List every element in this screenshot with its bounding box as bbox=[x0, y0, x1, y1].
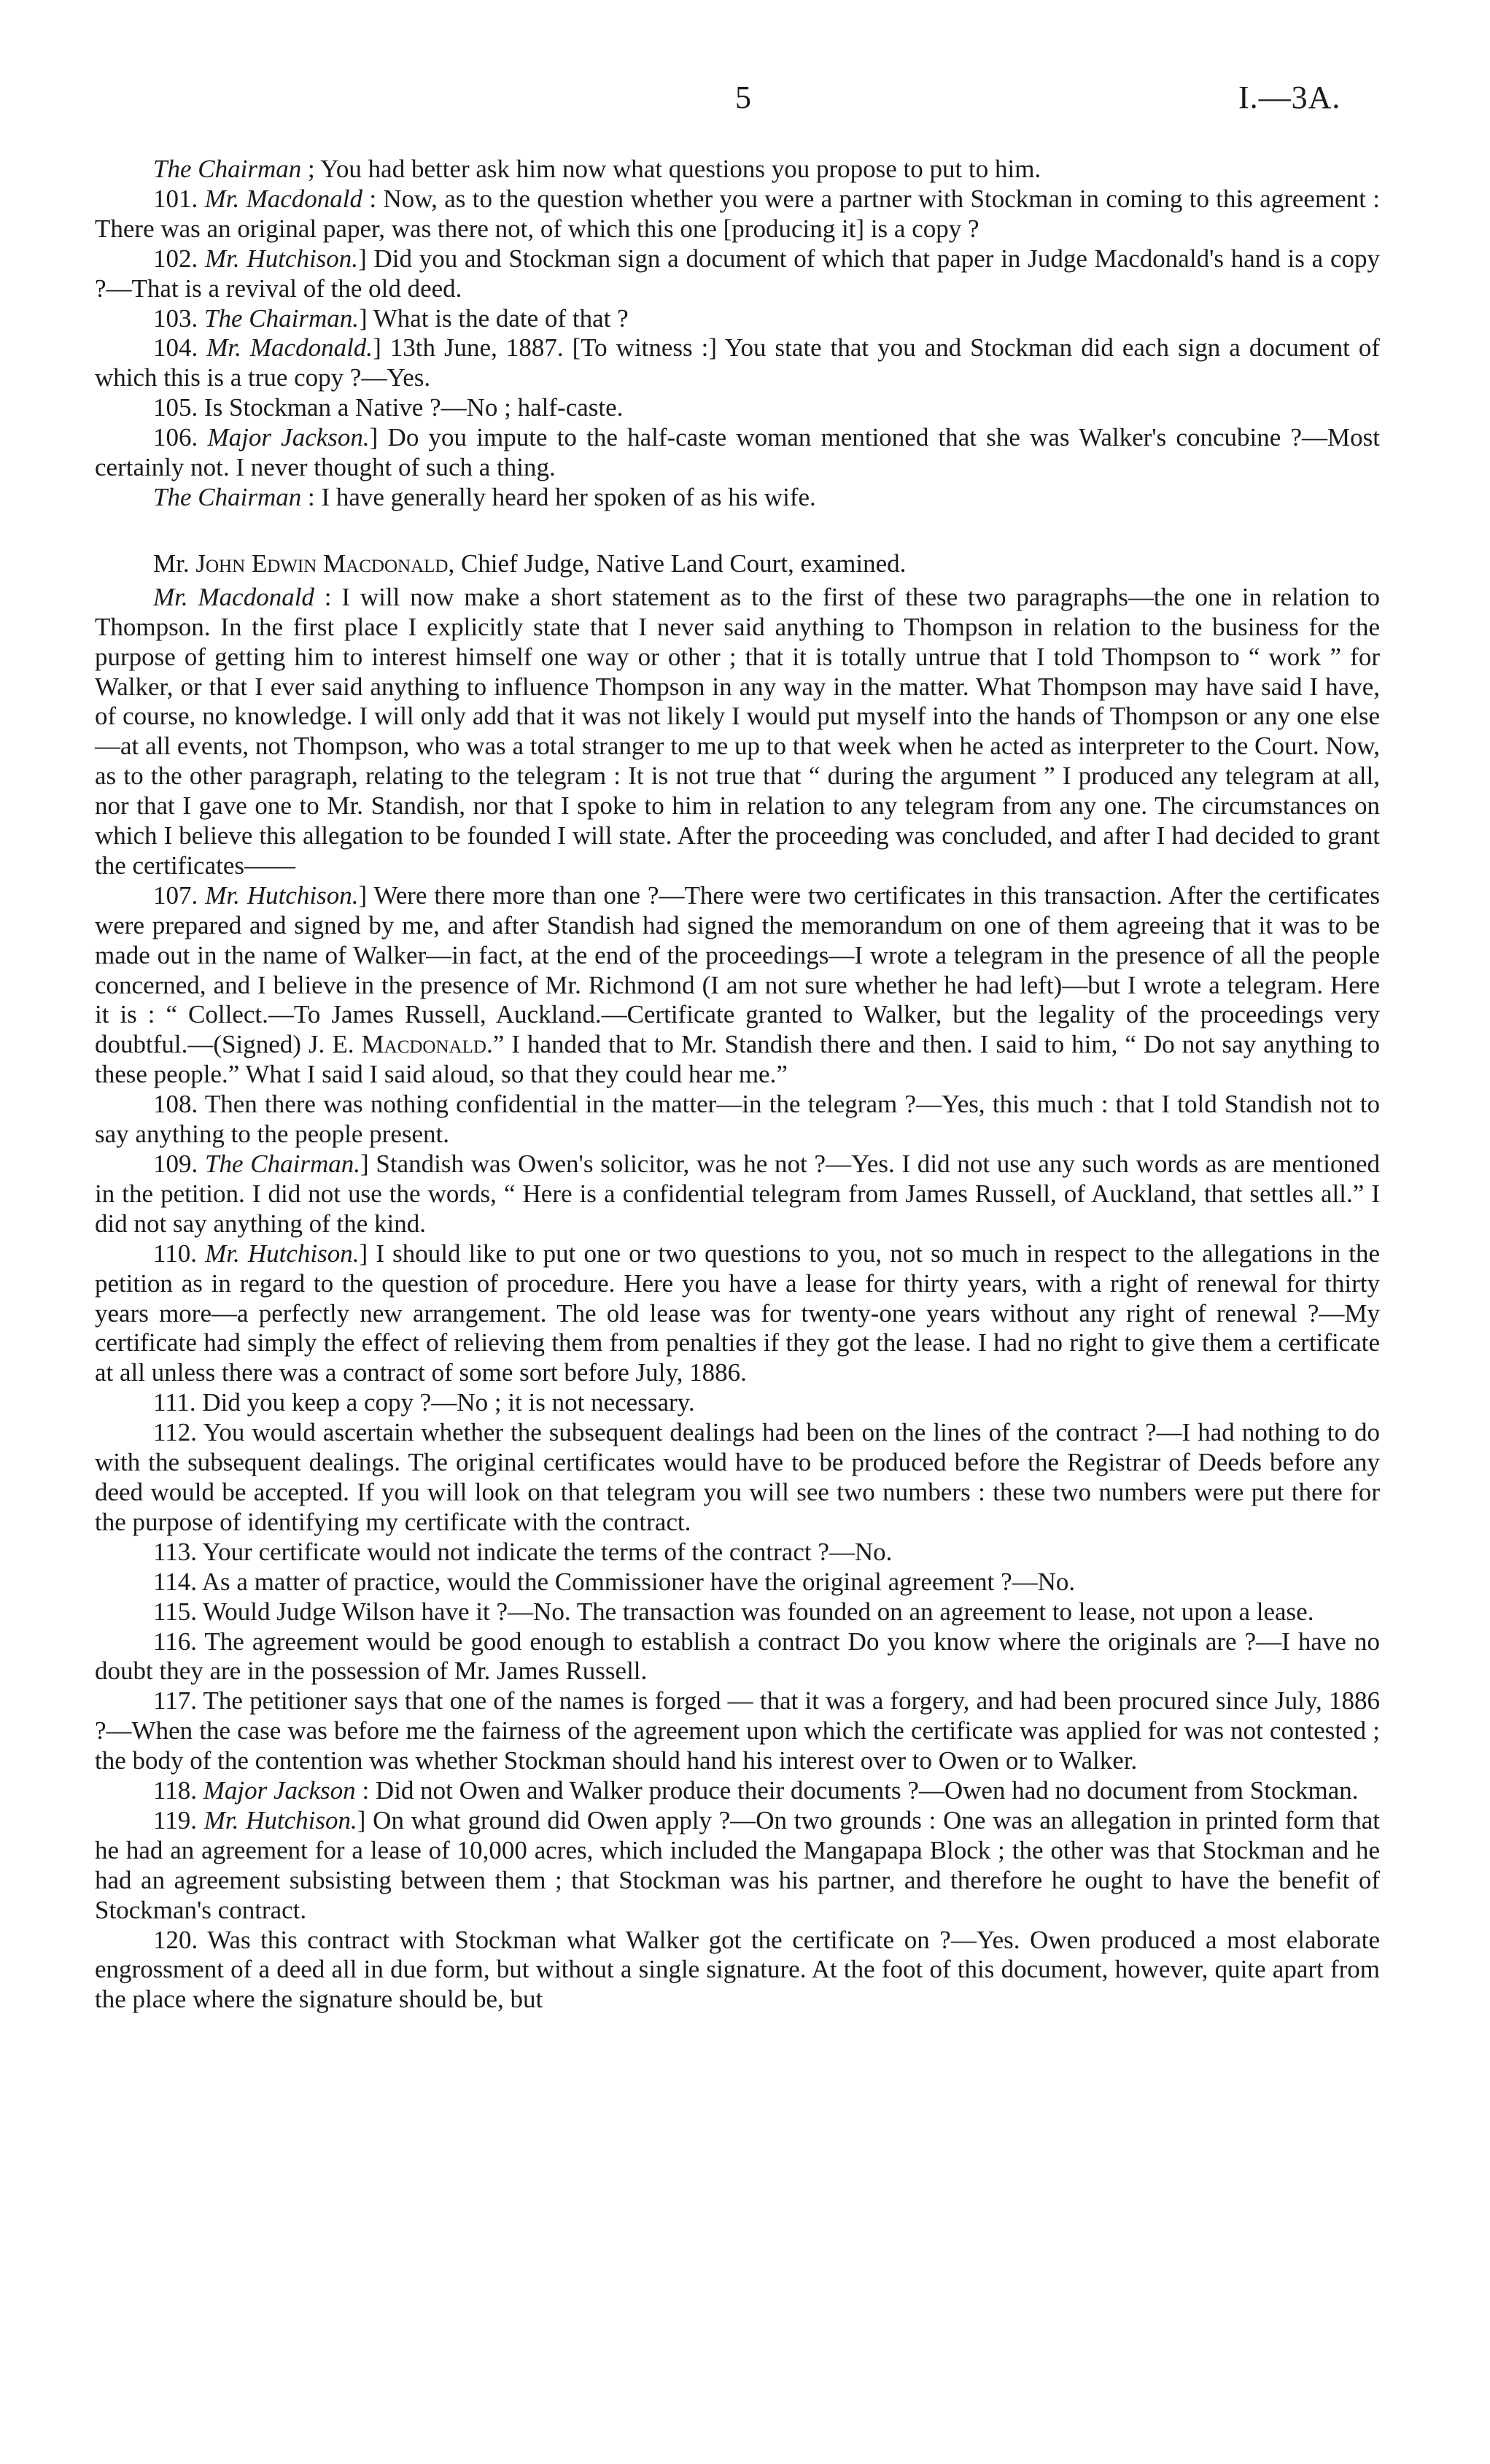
question-number: 116. bbox=[153, 1627, 205, 1656]
speaker-separator: ] bbox=[369, 423, 388, 452]
speaker-name: Mr. Hutchison. bbox=[205, 880, 359, 910]
paragraph-text: Did not Owen and Walker produce their documents ?—Owen had no document from Stockman. bbox=[375, 1776, 1359, 1805]
paragraph-text: Do you impute to the half-caste woman mentioned that she was Walker's concubine ?—Most certainly not. I never thought of such a thing. bbox=[95, 423, 1380, 482]
heading-suffix: , Chief Judge, Native Land Court, examined. bbox=[448, 549, 907, 578]
heading-prefix: Mr. bbox=[153, 549, 196, 578]
question-number: 120. bbox=[153, 1925, 208, 1954]
paragraph-text: Your certificate would not indicate the terms of the contract ?—No. bbox=[202, 1537, 893, 1566]
speaker-separator: ] bbox=[358, 303, 373, 333]
transcript-paragraph bbox=[95, 1239, 1380, 1389]
paragraph-text: Would Judge Wilson have it ?—No. The transaction was founded on an agreement to lease, not upon a lease. bbox=[203, 1597, 1314, 1626]
speaker-separator: : bbox=[301, 482, 322, 511]
paragraph-text: As a matter of practice, would the Commissioner have the original agreement ?—No. bbox=[201, 1567, 1076, 1596]
question-number: 106. bbox=[153, 423, 208, 452]
speaker-name: Mr. Macdonald bbox=[204, 184, 362, 213]
question-number: 111. bbox=[153, 1388, 203, 1417]
transcript-paragraph bbox=[95, 155, 1380, 185]
speaker-separator: ] bbox=[358, 880, 374, 910]
transcript-paragraph bbox=[95, 1538, 1380, 1568]
witness-name: John Edwin Macdonald bbox=[195, 549, 449, 578]
transcript-paragraph bbox=[95, 583, 1380, 881]
speaker-separator: ] bbox=[359, 1239, 376, 1268]
transcript-paragraph bbox=[95, 1926, 1380, 2015]
speaker-separator: ] bbox=[373, 333, 390, 363]
question-number: 112. bbox=[153, 1418, 203, 1447]
question-number: 105. bbox=[153, 393, 204, 422]
signature-name: Macdonald bbox=[361, 1030, 486, 1059]
speaker-name: Major Jackson. bbox=[207, 423, 370, 452]
question-number: 118. bbox=[153, 1776, 203, 1805]
question-number: 119. bbox=[153, 1805, 204, 1835]
transcript-paragraph bbox=[95, 244, 1380, 304]
transcript-paragraph bbox=[95, 393, 1380, 423]
speaker-name: The Chairman. bbox=[204, 303, 359, 333]
paragraph-text: The petitioner says that one of the names is forged — that it was a forgery, and had been procured since July, 1886 ?—When the case was before me the fairness of the agreement upon which the certificate was applied for was not contested ; the body of the contention was whether Stockman should hand his interest over to Owen or to Walker. bbox=[95, 1686, 1380, 1775]
transcript-paragraph bbox=[95, 1806, 1380, 1926]
transcript-paragraph bbox=[95, 881, 1380, 1090]
speaker-name: Mr. Hutchison. bbox=[203, 1805, 357, 1835]
speaker-name: Major Jackson bbox=[203, 1776, 356, 1805]
transcript-paragraph bbox=[95, 1150, 1380, 1239]
paragraph-text: I should like to put one or two questions to you, not so much in respect to the allegations in the petition as in regard to the question of procedure. Here you have a lease for thirty years, with a right of renewal for thirty years more—a perfectly new arrangement. The old lease was for twenty-one years without any right of renewal ?—My certificate had simply the effect of relieving them from penalties if they got the lease. I had no right to give them a certificate at all unless there was a contract of some sort before July, 1886. bbox=[95, 1239, 1381, 1387]
speaker-name: The Chairman bbox=[153, 482, 302, 511]
paragraph-text: Is Stockman a Native ?—No ; half-caste. bbox=[204, 393, 624, 422]
paragraph-text: Then there was nothing confidential in the matter—in the telegram ?—Yes, this much : that I told Standish not to say anything to the people present. bbox=[95, 1090, 1380, 1149]
paragraph-text: What is the date of that ? bbox=[373, 303, 629, 333]
paragraph-text: Now, as to the question whether you were a partner with Stockman in coming to this agreement : There was an original paper, was there not, of which this one [producing it] is a copy ? bbox=[95, 184, 1380, 243]
paragraph-text: The agreement would be good enough to establish a contract Do you know where the originals are ?—I have no doubt they are in the possession of Mr. James Russell. bbox=[95, 1627, 1381, 1686]
transcript-paragraph bbox=[95, 304, 1380, 334]
question-number: 101. bbox=[153, 184, 205, 213]
paragraph-text: Was this contract with Stockman what Walker got the certificate on ?—Yes. Owen produced a most elaborate engrossment of a deed all in due form, but without a single signature. At the foot of this document, however, quite apart from the place where the signature should be, but bbox=[95, 1925, 1381, 2014]
question-number: 110. bbox=[153, 1239, 206, 1268]
speaker-name: The Chairman. bbox=[205, 1150, 360, 1178]
paragraph-text: You would ascertain whether the subsequent dealings had been on the lines of the contract ?—I had nothing to do with the subsequent dealings. The original certificates would have to be produced before the Registrar of Deeds before any deed would be accepted. If you will look on that telegram you will see two numbers : these two numbers were put there for the purpose of identifying my certificate with the contract. bbox=[95, 1418, 1380, 1536]
paragraph-text: You had better ask him now what questions you propose to put to him. bbox=[320, 155, 1041, 183]
question-number: 108. bbox=[153, 1090, 205, 1119]
transcript-paragraph bbox=[95, 333, 1380, 393]
question-number: 103. bbox=[153, 303, 204, 333]
transcript-paragraph bbox=[95, 185, 1380, 244]
page-number: 5 bbox=[735, 80, 751, 115]
paragraph-text: Were there more than one ?—There were two certificates in this transaction. After the certificates were prepared and signed by me, and after Standish had signed the memorandum on one of them agreeing that it was to be made out in the name of Walker—in fact, at the end of the proceedings—I wrote a telegram in the presence of all the people concerned, and I believe in the presence of Mr. Richmond (I am not sure whether he had left)—but I wrote a telegram. Here it is : “ Collect.—To James Russell, Auckland.—Certificate granted to Walker, but the legality of the proceedings very doubtful.—(Signed) J. E. bbox=[95, 880, 1381, 1059]
question-number: 107. bbox=[153, 880, 206, 910]
speaker-separator: ; bbox=[301, 155, 321, 183]
transcript-paragraph bbox=[95, 1418, 1380, 1538]
speaker-separator: ] bbox=[357, 1805, 373, 1835]
speaker-name: Mr. Hutchison. bbox=[205, 244, 359, 273]
speaker-name: Mr. Macdonald bbox=[153, 582, 314, 611]
body-text bbox=[95, 155, 1380, 2015]
question-number: 115. bbox=[153, 1597, 203, 1626]
transcript-paragraph bbox=[95, 1627, 1380, 1687]
transcript-paragraph bbox=[95, 1776, 1380, 1806]
speaker-name: Mr. Macdonald. bbox=[206, 333, 373, 363]
speaker-name: The Chairman bbox=[153, 155, 302, 183]
transcript-paragraph bbox=[95, 1686, 1380, 1776]
transcript-paragraph bbox=[95, 1568, 1380, 1597]
document-reference: I.—3A. bbox=[1238, 80, 1341, 115]
paragraph-text: I have generally heard her spoken of as his wife. bbox=[321, 482, 816, 511]
witness-heading bbox=[95, 549, 1380, 579]
speaker-name: Mr. Hutchison. bbox=[205, 1239, 360, 1268]
paragraph-text: Did you keep a copy ?—No ; it is not necessary. bbox=[202, 1388, 695, 1417]
paragraph-text-continued: .” I handed that to Mr. Standish there and then. I said to him, “ Do not say anything to these people.” What I said I said aloud, so that they could hear me.” bbox=[95, 1030, 1381, 1089]
paragraph-text: Standish was Owen's solicitor, was he not ?—Yes. I did not use any such words as are mentioned in the petition. I did not use the words, “ Here is a confidential telegram from James Russell, of Auckland, that settles all.” I did not say anything of the kind. bbox=[95, 1150, 1381, 1238]
speaker-separator: ] bbox=[360, 1150, 376, 1178]
transcript-paragraph bbox=[95, 1597, 1380, 1627]
page-header bbox=[0, 79, 1490, 123]
paragraph-text: 13th June, 1887. [To witness :] You state that you and Stockman did each sign a document of which this is a true copy ?—Yes. bbox=[95, 333, 1381, 392]
paragraph-text: Did you and Stockman sign a document of which that paper in Judge Macdonald's hand is a copy ?—That is a revival of the old deed. bbox=[95, 244, 1381, 303]
transcript-paragraph bbox=[95, 1090, 1380, 1150]
speaker-separator: ] bbox=[358, 244, 374, 273]
paragraph-text: On what ground did Owen apply ?—On two grounds : One was an allegation in printed form that he had an agreement for a lease of 10,000 acres, which included the Mangapapa Block ; the other was that Stockman and he had an agreement subsisting between them ; that Stockman was his partner, and therefore he ought to have the benefit of Stockman's contract. bbox=[95, 1805, 1381, 1924]
question-number: 114. bbox=[153, 1567, 202, 1596]
transcript-paragraph bbox=[95, 1388, 1380, 1418]
question-number: 113. bbox=[153, 1537, 203, 1566]
question-number: 109. bbox=[153, 1150, 206, 1178]
question-number: 102. bbox=[153, 244, 206, 273]
paragraph-text: I will now make a short statement as to the first of these two paragraphs—the one in relation to Thompson. In the first place I explicitly state that I never said anything to Thompson in relation to the business for the purpose of getting him to interest himself one way or other ; that it is totally untrue that I told Thompson to “ work ” for Walker, or that I ever said anything to influence Thompson in any way in the matter. What Thompson may have said I have, of course, no knowledge. I will only add that it was not likely I would put myself into the hands of Thompson or any one else—at all events, not Thompson, who was a total stranger to me up to that week when he acted as interpreter to the Court. Now, as to the other paragraph, relating to the telegram : It is not true that “ during the argument ” I produced any telegram at all, nor that I gave one to Mr. Standish, nor that I spoke to him in relation to any telegram from any one. The circumstances on which I believe this allegation to be founded I will state. After the proceeding was concluded, and after I had decided to grant the certificates—— bbox=[95, 582, 1381, 880]
question-number: 104. bbox=[153, 333, 207, 363]
speaker-separator: : bbox=[362, 184, 384, 213]
speaker-separator: : bbox=[314, 582, 342, 611]
transcript-paragraph bbox=[95, 423, 1380, 483]
transcript-paragraph bbox=[95, 483, 1380, 513]
question-number: 117. bbox=[153, 1686, 203, 1716]
speaker-separator: : bbox=[355, 1776, 376, 1805]
